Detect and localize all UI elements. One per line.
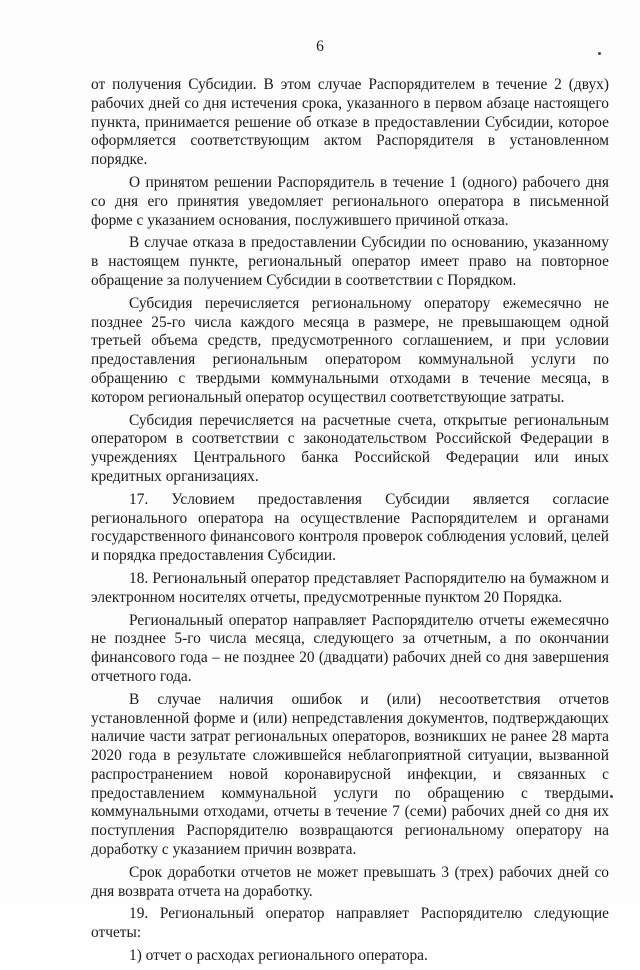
paragraph: 1) отчет о расходах регионального оператора.	[129, 947, 428, 965]
scan-mark	[598, 52, 601, 55]
paragraph: В случае наличия ошибок и (или) несоответствия отчетов установленной форме и (или) непредставления документов, подтверждающих наличие части затрат региональных операторов, возникших не ранее 28 марта 2020 года в результате сложившейся неблагоприятной ситуации, вызванной распространением новой коронавирусной инфекции, и связанных с предоставлением коммунальной услуги по обращению с твердыми коммунальными отходами, отчеты в течение 7 (семи) рабочих дней со дня их поступления Распорядителю возвращаются региональному оператору на доработку с указанием причин возврата.	[91, 690, 609, 859]
paragraph: 17. Условием предоставления Субсидии является согласие регионального оператора на осуществление Распорядителем и органами государственного финансового контроля проверок соблюдения условий, целей и порядка предоставления Субсидии.	[91, 490, 609, 565]
paragraph: В случае отказа в предоставлении Субсидии по основанию, указанному в настоящем пункте, региональный оператор имеет право на повторное обращение за получением Субсидии в соответствии с Порядком.	[91, 234, 609, 289]
paragraph: 19. Региональный оператор направляет Распорядителю следующие отчеты:	[91, 905, 609, 942]
paragraph: О принятом решении Распорядитель в течение 1 (одного) рабочего дня со дня его принятия уведомляет регионального оператора в письменной форме с указанием основания, послужившего причиной отказа.	[91, 173, 609, 229]
paragraph: Срок доработки отчетов не может превышать 3 (трех) рабочих дней со дня возврата отчета на доработку.	[91, 863, 609, 900]
paragraph: Региональный оператор направляет Распорядителю отчеты ежемесячно не позднее 5-го числа месяца, следующего за отчетным, а по окончании финансового года – не позднее 20 (двадцати) рабочих дней со дня завершения отчетного года.	[91, 611, 609, 685]
paragraph: Субсидия перечисляется региональному оператору ежемесячно не позднее 25-го числа каждого месяца в размере, не превышающем одной третьей объема средств, предусмотренного соглашением, и при условии предоставления региональным оператором коммунальной услуги по обращению с твердыми коммунальными отходами в течение месяца, в котором региональный оператор осуществил соответствующие затраты.	[91, 294, 609, 406]
paragraph: 18. Региональный оператор представляет Распорядителю на бумажном и электронном носителях отчеты, предусмотренные пунктом 20 Порядка.	[91, 569, 609, 606]
document-body	[91, 76, 609, 970]
paragraph: от получения Субсидии. В этом случае Распорядителем в течение 2 (двух) рабочих дней со дня истечения срока, указанного в первом абзаце настоящего пункта, принимается решение об отказе в предоставлении Субсидии, которое оформляется соответствующим актом Распорядителя в установленном порядке.	[91, 76, 609, 169]
paragraph: Субсидия перечисляется на расчетные счета, открытые региональным оператором в соответствии с законодательством Российской Федерации в учреждениях Центрального банка Российской Федерации или иных кредитных организациях.	[91, 411, 609, 485]
page-number: 6	[316, 38, 324, 55]
scan-mark	[610, 795, 613, 798]
